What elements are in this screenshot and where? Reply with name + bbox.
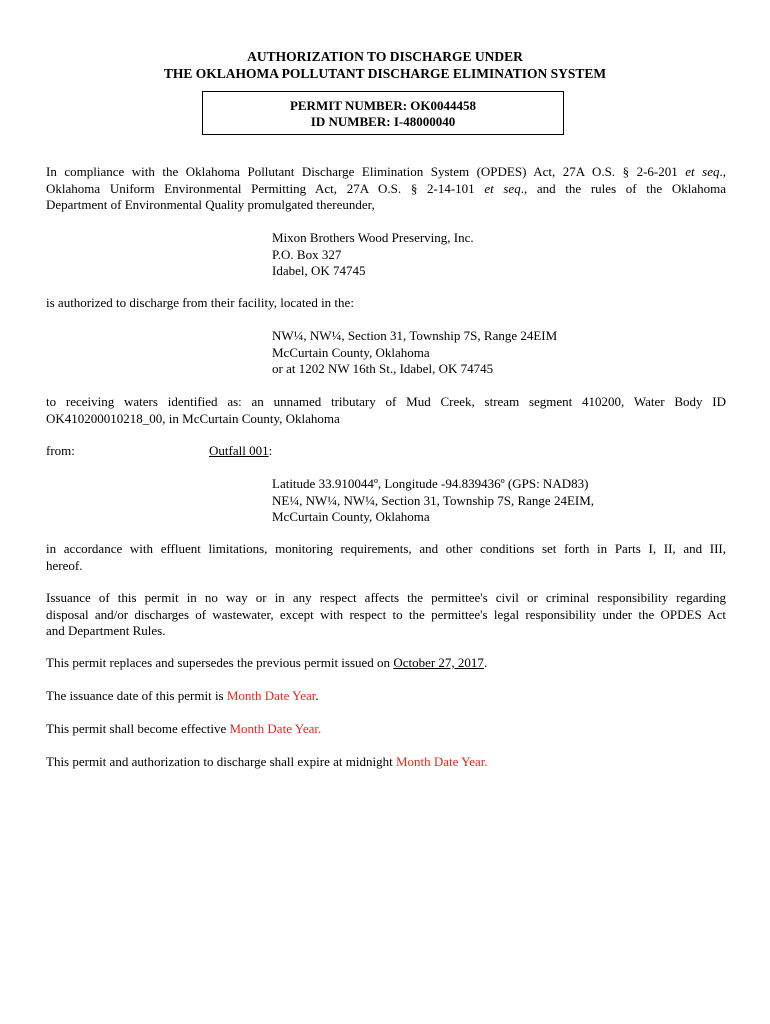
document-title-line1: AUTHORIZATION TO DISCHARGE UNDER <box>247 49 523 64</box>
previous-permit-date: October 27, 2017 <box>393 655 484 670</box>
accordance-line1: in accordance with effluent limitations, monitoring requirements, and other conditions set forth in Parts I, II, and III, <box>46 541 726 556</box>
permit-number: PERMIT NUMBER: OK0044458 <box>289 98 477 113</box>
outfall-location <box>272 476 712 526</box>
facility-location <box>272 328 712 378</box>
outfall-county: McCurtain County, Oklahoma <box>272 509 430 524</box>
from-label: from: <box>46 443 75 458</box>
outfall-heading: Outfall 001: <box>209 443 273 458</box>
permittee-po-box: P.O. Box 327 <box>272 246 342 262</box>
effective-date-placeholder: Month Date Year. <box>229 721 322 736</box>
outfall-coordinates: Latitude 33.910044º, Longitude -94.839436º (GPS: NAD83) <box>272 476 589 491</box>
accordance-paragraph <box>46 541 726 574</box>
replaces-paragraph: This permit replaces and supersedes the previous permit issued on October 27, 2017. <box>46 655 488 670</box>
id-number: ID NUMBER: I-48000040 <box>310 114 456 129</box>
accordance-line2: hereof. <box>46 557 83 573</box>
outfall-name: Outfall 001 <box>209 443 269 458</box>
permittee-address <box>272 230 712 280</box>
compliance-line3: Department of Environmental Quality promulgated thereunder, <box>46 197 375 212</box>
document-title-line2: THE OKLAHOMA POLLUTANT DISCHARGE ELIMINATION SYSTEM <box>163 66 607 81</box>
compliance-line1: In compliance with the Oklahoma Pollutant Discharge Elimination System (OPDES) Act, 27A O.S. § 2-6-201 et seq., <box>46 164 726 179</box>
responsibility-line2: disposal and/or discharges of wastewater, except with respect to the permittee's legal responsibility under the OPDES Act <box>46 606 726 622</box>
expiration-date-placeholder: Month Date Year. <box>395 754 488 769</box>
issuance-date-placeholder: Month Date Year <box>226 688 316 703</box>
authorized-paragraph: is authorized to discharge from their facility, located in the: <box>46 295 354 310</box>
receiving-waters-paragraph <box>46 394 726 427</box>
compliance-line2: Oklahoma Uniform Environmental Permitting Act, 27A O.S. § 2-14-101 et seq., and the rules of the Oklahoma <box>46 180 726 196</box>
permittee-name: Mixon Brothers Wood Preserving, Inc. <box>272 230 474 245</box>
responsibility-line1: Issuance of this permit in no way or in any respect affects the permittee's civil or criminal responsibility regarding <box>46 590 726 605</box>
facility-county: McCurtain County, Oklahoma <box>272 344 430 360</box>
facility-address: or at 1202 NW 16th St., Idabel, OK 74745 <box>272 361 494 376</box>
responsibility-paragraph <box>46 590 726 640</box>
permittee-city: Idabel, OK 74745 <box>272 263 366 278</box>
issuance-date-paragraph: The issuance date of this permit is Month Date Year. <box>46 688 319 703</box>
receiving-waters-line1: to receiving waters identified as: an unnamed tributary of Mud Creek, stream segment 410200, Water Body ID <box>46 394 726 409</box>
expiration-paragraph: This permit and authorization to discharge shall expire at midnight Month Date Year. <box>46 754 488 769</box>
responsibility-line3: and Department Rules. <box>46 623 166 638</box>
permit-number-box <box>202 91 564 135</box>
effective-paragraph: This permit shall become effective Month Date Year. <box>46 721 322 736</box>
compliance-paragraph <box>46 164 726 214</box>
facility-legal: NW¼, NW¼, Section 31, Township 7S, Range 24EIM <box>272 328 558 343</box>
receiving-waters-line2: OK410200010218_00, in McCurtain County, Oklahoma <box>46 410 340 426</box>
outfall-legal: NE¼, NW¼, NW¼, Section 31, Township 7S, Range 24EIM, <box>272 492 595 508</box>
